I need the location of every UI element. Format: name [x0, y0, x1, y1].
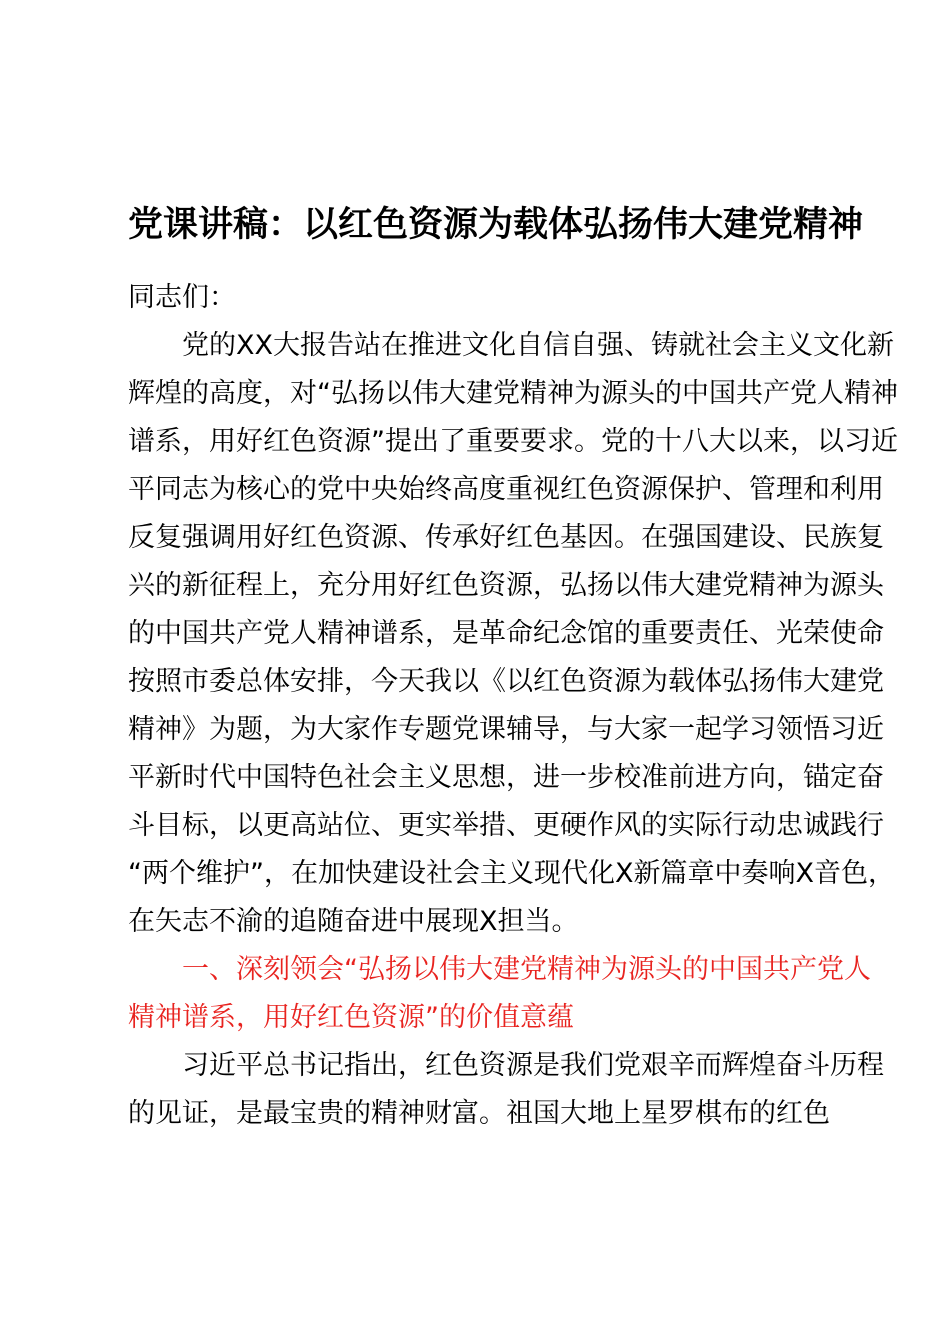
paragraph-1-line-9: 精神》为题，为大家作专题党课辅导，与大家一起学习领悟习近: [128, 714, 884, 745]
paragraph-1-line-3: 谱系，用好红色资源”提出了重要要求。党的十八大以来，以习近: [128, 426, 898, 457]
document-title: 党课讲稿：以红色资源为载体弘扬伟大建党精神: [128, 205, 864, 245]
paragraph-1-line-8: 按照市委总体安排，今天我以《以红色资源为载体弘扬伟大建党: [128, 666, 884, 697]
paragraph-1-line-4: 平同志为核心的党中央始终高度重视红色资源保护、管理和利用: [128, 474, 884, 505]
paragraph-2-line-1: 习近平总书记指出，红色资源是我们党艰辛而辉煌奋斗历程: [182, 1050, 884, 1081]
salutation: 同志们：: [128, 282, 236, 313]
paragraph-1-line-5: 反复强调用好红色资源、传承好红色基因。在强国建设、民族复: [128, 522, 884, 553]
paragraph-1-line-13: 在矢志不渝的追随奋进中展现X担当。: [128, 906, 579, 937]
paragraph-1-line-10: 平新时代中国特色社会主义思想，进一步校准前进方向，锚定奋: [128, 762, 884, 793]
paragraph-1-line-6: 兴的新征程上，充分用好红色资源，弘扬以伟大建党精神为源头: [128, 570, 884, 601]
paragraph-1-line-1: 党的XX大报告站在推进文化自信自强、铸就社会主义文化新: [182, 330, 894, 361]
section-heading-1-line-1: 一、深刻领会“弘扬以伟大建党精神为源头的中国共产党人: [182, 954, 871, 985]
paragraph-2-line-2: 的见证，是最宝贵的精神财富。祖国大地上星罗棋布的红色: [128, 1098, 830, 1129]
paragraph-1-line-2: 辉煌的高度，对“弘扬以伟大建党精神为源头的中国共产党人精神: [128, 378, 898, 409]
paragraph-1-line-7: 的中国共产党人精神谱系，是革命纪念馆的重要责任、光荣使命: [128, 618, 884, 649]
paragraph-1-line-12: “两个维护”，在加快建设社会主义现代化X新篇章中奏响X音色，: [128, 858, 895, 889]
paragraph-1-line-11: 斗目标，以更高站位、更实举措、更硬作风的实际行动忠诚践行: [128, 810, 884, 841]
section-heading-1-line-2: 精神谱系，用好红色资源”的价值意蕴: [128, 1002, 574, 1033]
